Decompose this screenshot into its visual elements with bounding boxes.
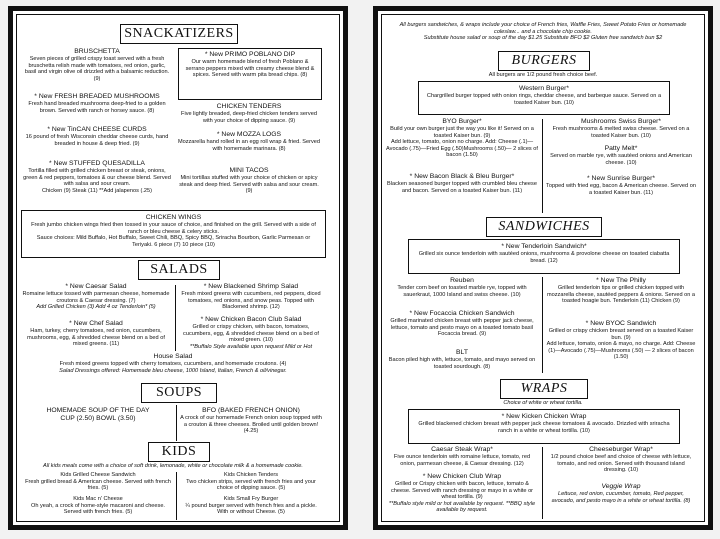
item-name: Kids Mac n' Cheese: [73, 496, 123, 502]
item-name: * New Sunrise Burger*: [587, 175, 655, 182]
poblano-item: [182, 51, 318, 79]
byo-burger-item: [386, 118, 538, 159]
burgers-title: BURGERS: [498, 51, 590, 71]
soups-divider: [176, 405, 177, 441]
item-desc: Five ounce tenderloin with romaine lettuce, tomato, red onion, parmesan cheese, & Caesar dressing. (12): [393, 454, 531, 467]
wraps-note: [390, 400, 696, 407]
item-name: Veggie Wrap: [601, 483, 641, 490]
item-desc: Mozzarella hand rolled in an egg roll wrap & fried. Served with homemade marinara. (8): [177, 139, 321, 152]
item-name: * New PRIMO POBLANO DIP: [204, 51, 296, 58]
wraps-title: WRAPS: [500, 379, 588, 399]
item-name: * New Tenderloin Sandwich*: [501, 243, 587, 250]
item-desc: Grilled or crispy chicken, with bacon, tomatoes, cucumbers, egg, & shredded cheese blend on a bed of mixed green. (10): [183, 324, 319, 344]
item-name: * New Kicken Chicken Wrap: [501, 413, 587, 420]
snackatizers-title: SNACKATIZERS: [120, 24, 238, 44]
reuben-item: [386, 277, 538, 298]
item-name: * New Chicken Bacon Club Salad: [200, 316, 302, 323]
item-extra: Add lettuce, tomato, onion no charge. Add: Cheese (.1)—Avocado (.75)—Fried Egg (.50)Mushrooms (.50)— 2 slices of bacon (1.50): [386, 139, 538, 159]
item-desc: Fresh mushrooms & melted swiss cheese. Served on a toasted Kaiser bun. (10): [552, 126, 690, 139]
intro-text: All burgers sandwiches, & wraps include your choice of French fries, Waffle Fries, Sweet Potato Fries or homemade coleslaw... and a chocolate chip cookie.: [399, 22, 687, 35]
mushrooms-item: [23, 93, 171, 114]
salads-divider: [175, 285, 176, 351]
sunrise-burger-item: [546, 175, 696, 196]
swiss-burger-item: [546, 118, 696, 139]
item-name: BFO (BAKED FRENCH ONION): [202, 407, 300, 414]
item-desc: Grilled tenderloin tips or grilled chicken topped with mozzarella cheese, sautéed peppers & onions. Served on a toasted hoagie bun. Tenderloin (11) Chicken (9): [546, 285, 696, 305]
quesadilla-item: [23, 160, 171, 194]
sides-intro: [390, 22, 696, 42]
item-desc: Fresh hand breaded mushrooms deep-fried to a golden brown. Served with ranch or horsey sauce. (8): [28, 101, 166, 114]
bleu-burger-item: [386, 173, 538, 194]
menu-page-right: [373, 6, 713, 530]
tenders-item: [176, 103, 322, 124]
item-desc: Grilled or Crispy chicken with bacon, lettuce, tomato & cheese. Served with ranch dressing or mayo in a white or wheat tortilla. (9): [390, 481, 534, 501]
item-desc: Fresh grilled bread & American cheese. Served with french fries. (5): [25, 478, 171, 492]
menu-page-left: [8, 6, 348, 530]
item-name: Western Burger*: [518, 85, 570, 92]
item-desc: Blacken seasoned burger topped with crumbled bleu cheese and bacon. Served on a toasted Kaiser bun. (11): [387, 181, 537, 194]
kids-note-text: All kids meals come with a choice of soft drink, lemonade, white or chocolate milk & a homemade cookie.: [43, 463, 303, 469]
salad-dressings: Salad Dressings offered: Homemade bleu cheese, 1000 Island, Italian, French & oil/vinegar.: [59, 367, 287, 374]
house-salad-item: [23, 353, 323, 374]
french-onion-item: [179, 407, 323, 435]
item-desc: Mini tortillas stuffed with your choice of chicken or spicy steak and deep fried. Served with salsa and sour cream. (9): [179, 175, 319, 195]
item-name: Kids Small Fry Burger: [223, 496, 279, 502]
item-extra: **Buffalo style mild or hot available by request. **BBQ style available by request.: [388, 500, 536, 514]
item-name: * New Bacon Black & Bleu Burger*: [409, 173, 515, 180]
burgers-note: [390, 72, 696, 79]
item-name: * New MOZZA LOGS: [216, 131, 282, 138]
wraps-divider: [542, 447, 543, 519]
wings-item: [26, 214, 321, 248]
item-desc: Ham, turkey, cherry tomatoes, red onion, cucumbers, mushrooms, egg, & shredded cheese blend on a bed of mixed greens. (11): [27, 328, 165, 348]
item-desc: 1/2 pound choice beef and choice of cheese with lettuce, tomato, and red onion. Served with thousand island dressing. (10): [550, 454, 692, 474]
soups-title: SOUPS: [141, 383, 217, 403]
item-desc: Topped with fried egg, bacon & American cheese. Served on a toasted Kaiser bun. (11): [546, 183, 696, 196]
item-name: * New The Philly: [596, 277, 646, 284]
substitute-text: Substitute house salad or soup of the day $1.25 Substitute BFO $2 Gluten free sandwich bun $2: [423, 35, 663, 42]
bacon-salad-item: [179, 316, 323, 350]
tenderloin-item: [412, 243, 676, 264]
item-name: BLT: [456, 349, 468, 356]
kids-burger-item: [179, 496, 323, 516]
bruschetta-item: [23, 48, 171, 82]
kids-mac-item: [23, 496, 173, 516]
item-desc: Fresh mixed greens with cucumbers, red peppers, diced tomatoes, red onions, and snow peas. Topped with Blackened shrimp. (12): [181, 291, 321, 311]
item-name: * New TinCAN CHEESE CURDS: [47, 126, 147, 133]
item-name: BYO Burger*: [442, 118, 482, 125]
item-desc: A crock of our homemade French onion soup topped with a crouton & three cheeses. Broiled until golden brown! (4.25): [180, 415, 322, 435]
patty-melt-item: [546, 145, 696, 166]
item-desc: Two chicken strips, served with french fries and your choice of dipping sauce. (5): [186, 478, 316, 492]
item-desc: Seven pieces of grilled crispy toast served with a fresh bruschetta relish made with tomatoes, red onion, garlic, basil and virgin olive oil drizzled with a balsamic reduction. (9): [24, 56, 170, 82]
item-desc: Tender corn beef on toasted marble rye, topped with sauerkraut, 1000 Island and swiss cheese. (10): [397, 285, 527, 298]
item-name: * New BYOC Sandwich: [585, 320, 657, 327]
item-name: Patty Melt*: [604, 145, 638, 152]
item-extra: Add Grilled Chicken (3) Add 4 oz Tenderloin* (5): [36, 304, 156, 311]
item-extra: Chicken (9) Steak (11) **Add jalapenos (.25): [42, 187, 152, 194]
item-name: MINI TACOS: [229, 167, 269, 174]
item-extra: Add lettuce, tomato, onion & mayo, no charge. Add: Cheese (1)—Avocado (.75)—Mushrooms (.50) — 2 slices of bacon (1.50): [546, 341, 696, 361]
mozza-item: [176, 131, 322, 152]
cheeseburger-wrap-item: [546, 446, 696, 474]
item-name: Kids Grilled Cheese Sandwich: [60, 472, 136, 478]
item-price: CUP (2.50) BOWL (3.50): [60, 415, 136, 422]
chef-salad-item: [21, 320, 171, 348]
item-desc: Grilled six ounce tenderloin with sautéed onions, mushrooms & provolone cheese on toasted ciabatta bread. (12): [418, 251, 670, 264]
blt-item: [386, 349, 538, 370]
item-name: CHICKEN TENDERS: [216, 103, 282, 110]
item-name: * New FRESH BREADED MUSHROOMS: [34, 93, 160, 100]
caesar-wrap-item: [386, 446, 538, 467]
kids-tenders-item: [179, 472, 323, 492]
sandwiches-divider: [542, 277, 543, 373]
burgers-divider: [542, 119, 543, 213]
item-name: * New Chef Salad: [69, 320, 123, 327]
item-desc: Served on marble rye, with sautéed onions and American cheese. (10): [550, 153, 692, 166]
wraps-note-text: Choice of white or wheat tortilla.: [503, 400, 583, 406]
kicken-item: [412, 413, 676, 434]
item-desc: 16 pound of fresh Wisconsin cheddar cheese curds, hand breaded in house & deep fried. (9): [25, 134, 169, 147]
club-wrap-item: [386, 473, 538, 514]
wings-box: [21, 210, 326, 258]
caesar-salad-item: [21, 283, 171, 311]
item-desc: Grilled marinated chicken breast with pepper jack cheese, lettuce, tomato and pesto mayo on a toasted tomato basil Focaccia bread. (9): [390, 318, 534, 338]
focaccia-item: [386, 310, 538, 338]
item-desc: Fresh mixed greens topped with cherry tomatoes, cucumbers, and homemade croutons. (4): [59, 361, 287, 367]
item-desc: Fresh jumbo chicken wings fried then tossed in your sauce of choice, and finished on the grill. Served with a side of ranch or bleu cheese & celery sticks.: [31, 222, 316, 235]
salads-title: SALADS: [138, 260, 220, 280]
item-name: Kids Chicken Tenders: [224, 472, 278, 478]
item-desc: Lettuce, red onion, cucumber, tomato, Red pepper, avocado, and pesto mayo in a white or wheat tortilla. (8): [551, 491, 691, 504]
item-name: Caesar Steak Wrap*: [431, 446, 493, 453]
item-desc: Oh yeah, a crock of home-style macaroni and cheese. Served with french fries. (5): [30, 502, 165, 516]
item-desc: Tortilla filled with grilled chicken breast or steak, onions, green & red peppers, tomatoes & our cheese blend. Served with salsa and sour cream.: [23, 168, 171, 188]
byoc-item: [546, 320, 696, 361]
item-desc: Romaine lettuce tossed with parmesan cheese, homemade croutons & Caesar dressing. (7): [22, 291, 170, 304]
kids-title: KIDS: [148, 442, 210, 462]
sandwiches-title: SANDWICHES: [486, 217, 602, 237]
item-extra: **Buffalo Style available upon request Mild or Hot: [189, 343, 313, 350]
poblano-box: [178, 48, 322, 100]
kids-divider: [176, 472, 177, 520]
item-desc: Bacon piled high with, lettuce, tomato, and mayo served on toasted sourdough. (8): [388, 357, 536, 370]
item-name: * New Blackened Shrimp Salad: [203, 283, 299, 290]
item-name: Reuben: [450, 277, 474, 284]
item-name: * New Caesar Salad: [65, 283, 127, 290]
item-name: HOMEMADE SOUP OF THE DAY: [46, 407, 150, 414]
item-desc: ¼ pound burger served with french fries and a pickle. With or without Cheese. (5): [185, 502, 317, 516]
item-desc: Chargrilled burger topped with onion rings, cheddar cheese, and barbeque sauce. Served on a toasted Kaiser bun. (10): [426, 93, 662, 106]
item-desc: Build your own burger just the way you like it! Served on a toasted Kaiser bun. (9): [390, 126, 534, 139]
item-desc: Five lightly breaded, deep-fried chicken tenders served with your choice of dipping sauce. (9): [181, 111, 317, 124]
item-name: Mushrooms Swiss Burger*: [580, 118, 662, 125]
item-name: CHICKEN WINGS: [145, 214, 202, 221]
item-desc: Grilled blackened chicken breast with pepper jack cheese tomatoes & avocado. Drizzled with sriracha ranch in a white or wheat tortilla. (10): [418, 421, 670, 434]
kids-grilled-cheese-item: [23, 472, 173, 492]
tacos-item: [176, 167, 322, 195]
item-name: BRUSCHETTA: [74, 48, 120, 55]
item-name: * New Chicken Club Wrap: [422, 473, 502, 480]
curds-item: [23, 126, 171, 147]
western-box: [418, 81, 670, 115]
kids-note: [21, 463, 325, 470]
item-name: Cheeseburger Wrap*: [589, 446, 653, 453]
soup-of-day-item: [23, 407, 173, 423]
western-item: [422, 85, 666, 106]
veggie-wrap-item: [546, 483, 696, 504]
item-name: * New STUFFED QUESADILLA: [49, 160, 145, 167]
wings-sauces: Sauce choices: Mild Buffalo, Hot Buffalo, Sweet Chili, BBQ, Spicy BBQ, Sriracha Bourbon, Garlic Parmesan or Teriyaki. 6 piece (7) 10 piece (10): [36, 235, 311, 248]
burgers-note-text: All burgers are 1/2 pound fresh choice beef.: [488, 72, 598, 78]
shrimp-salad-item: [179, 283, 323, 311]
item-desc: Grilled or crispy chicken breast served on a toasted Kaiser bun. (9): [548, 328, 694, 341]
philly-item: [546, 277, 696, 305]
tenderloin-box: [408, 239, 680, 274]
item-name: * New Focaccia Chicken Sandwich: [409, 310, 515, 317]
kicken-box: [408, 409, 680, 444]
item-desc: Our warm homemade blend of fresh Poblano & serrano peppers mixed with creamy cheese blend & spices. Served with warm pita bread chips. (8): [185, 59, 315, 79]
item-name: House Salad: [153, 353, 193, 360]
